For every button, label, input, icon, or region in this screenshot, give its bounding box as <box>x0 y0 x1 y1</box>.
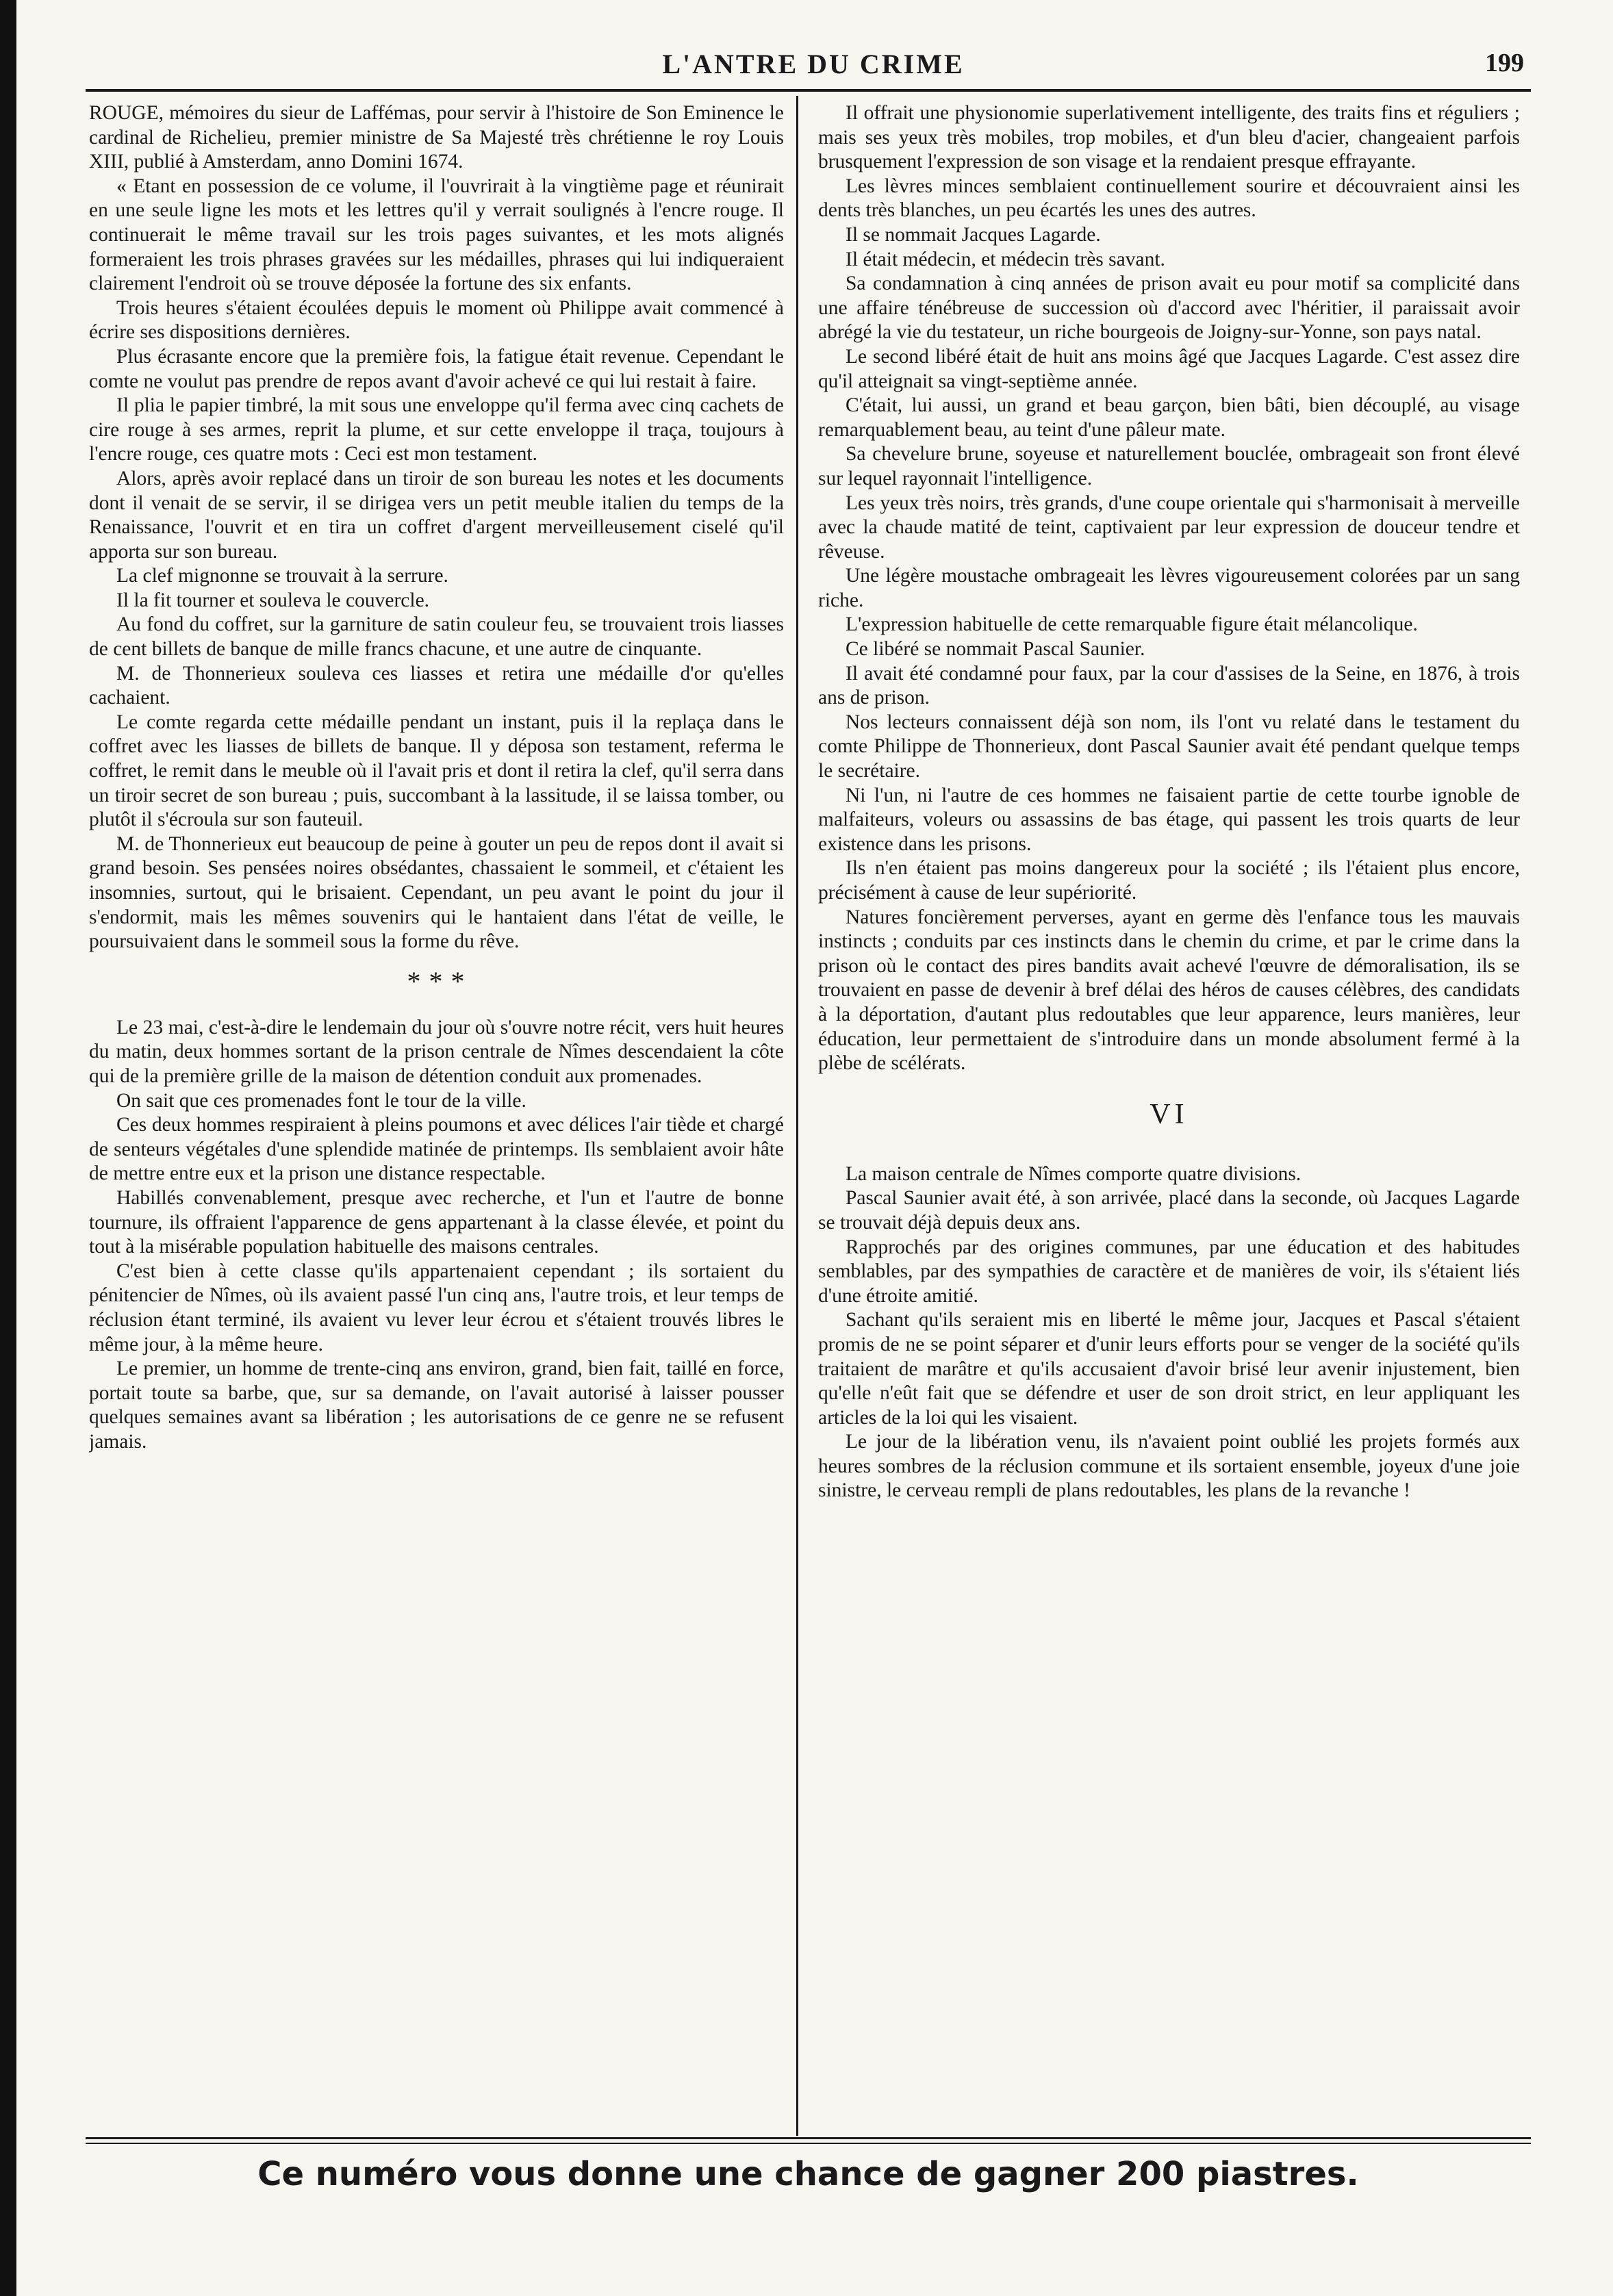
paragraph: La clef mignonne se trouvait à la serrure. <box>116 565 448 587</box>
paragraph: Il offrait une physionomie superlativement intelligente, des traits fins et réguliers ; mais ses yeux très mobiles, trop mobiles, et d'un bleu d'acier, changeaient parfois brusquement l'expression de son visage et la rendaient presque effrayante. <box>818 102 1520 173</box>
paragraph: Natures foncièrement perverses, ayant en germe dès l'enfance tous les mauvais instincts ; conduits par ces instincts dans le chemin du crime, et par le crime dans la prison où le contact des pires bandits avait achevé l'œuvre de démoralisation, ils se trouvaient en passe de devenir à bref délai des héros de causes célèbres, des candidats à la déportation, d'autant plus redoutables que leur apparence, leurs manières, leur éducation, leur permettaient de s'introduire dans un monde absolument fermé à la plèbe de scélérats. <box>818 906 1520 1075</box>
paragraph: Sa chevelure brune, soyeuse et naturellement bouclée, ombrageait son front élevé sur lequel rayonnait l'intelligence. <box>818 443 1520 489</box>
paragraph: ROUGE, mémoires du sieur de Laffémas, pour servir à l'histoire de Son Eminence le cardinal de Richelieu, premier ministre de Sa Majesté très chrétienne le roy Louis XIII, publié à Amsterdam, anno Domini 1674. <box>89 102 784 173</box>
running-title: L'ANTRE DU CRIME <box>662 49 965 79</box>
footer-rule-thin <box>86 2143 1531 2144</box>
paragraph: Sachant qu'ils seraient mis en liberté le même jour, Jacques et Pascal s'étaient promis de ne se point séparer et d'unir leurs efforts pour se venger de la société qu'ils traitaient de marâtre et qu'ils accusaient d'avoir brisé leur avenir injustement, bien qu'elle n'eût fait que se défendre et user de son droit strict, en leur appliquant les articles de la loi qui les visaient. <box>818 1309 1520 1429</box>
running-header <box>103 42 1524 84</box>
paragraph: Au fond du coffret, sur la garniture de satin couleur feu, se trouvaient trois liasses de cent billets de banque de mille francs chacune, et une autre de cinquante. <box>89 613 784 661</box>
paragraph: La maison centrale de Nîmes comporte quatre divisions. <box>846 1162 1301 1185</box>
right-column-text-part1 <box>818 101 1520 1076</box>
paragraph: Le premier, un homme de trente-cinq ans environ, grand, bien fait, taillé en force, portait toute sa barbe, que, sur sa demande, on l'avait autorisé à laisser pousser quelques semaines avant sa libération ; les autorisations de ce genre ne se refusent jamais. <box>89 1357 784 1453</box>
paragraph: Trois heures s'étaient écoulées depuis le moment où Philippe avait commencé à écrire ses dispositions dernières. <box>89 296 784 344</box>
paragraph: Il la fit tourner et souleva le couvercle. <box>116 589 430 611</box>
page-number: 199 <box>1485 49 1524 77</box>
paragraph: Une légère moustache ombrageait les lèvres vigoureusement colorées par un sang riche. <box>818 565 1520 611</box>
paragraph: Ces deux hommes respiraient à pleins poumons et avec délices l'air tiède et chargé de senteurs végétales d'une splendide matinée de printemps. Ils semblaient avoir hâte de mettre entre eux et la prison une distance respectable. <box>89 1114 784 1185</box>
paragraph: Les lèvres minces semblaient continuellement sourire et découvraient ainsi les dents très blanches, un peu écartés les unes des autres. <box>818 175 1520 222</box>
paragraph: Il avait été condamné pour faux, par la cour d'assises de la Seine, en 1876, à trois ans de prison. <box>818 662 1520 709</box>
paragraph: Habillés convenablement, presque avec recherche, et l'un et l'autre de bonne tournure, ils offraient l'apparence de gens appartenant à la classe élevée, et point du tout à la misérable population habituelle des maisons centrales. <box>89 1186 784 1258</box>
paragraph: Les yeux très noirs, très grands, d'une coupe orientale qui s'harmonisait à merveille avec la chaude matité de teint, captivaient par leur expression de douceur tendre et rêveuse. <box>818 492 1520 563</box>
paragraph: « Etant en possession de ce volume, il l'ouvrirait à la vingtième page et réunirait en une seule ligne les mots et les lettres qu'il y verrait soulignés à l'encre rouge. Il continuerait le même travail sur les trois pages suivantes, et les mots alignés formeraient les trois phrases gravées sur les médailles, phrases qui lui indiqueraient clairement l'endroit où se trouve déposée la fortune des six enfants. <box>89 175 784 295</box>
paragraph: Le 23 mai, c'est-à-dire le lendemain du jour où s'ouvre notre récit, vers huit heures du matin, deux hommes sortant de la prison centrale de Nîmes descendaient la côte qui de la première grille de la maison de détention conduit aux promenades. <box>89 1016 784 1087</box>
right-column-text-part2 <box>818 1162 1520 1503</box>
column-divider <box>796 96 798 2136</box>
paragraph: Pascal Saunier avait été, à son arrivée, placé dans la seconde, où Jacques Lagarde se trouvait déjà depuis deux ans. <box>818 1187 1520 1234</box>
paragraph: Ni l'un, ni l'autre de ces hommes ne faisaient partie de cette tourbe ignoble de malfaiteurs, voleurs ou assassins de bas étage, qui passent les trois quarts de leur existence dans les prisons. <box>818 784 1520 855</box>
paragraph: Nos lecteurs connaissent déjà son nom, ils l'ont vu relaté dans le testament du comte Philippe de Thonnerieux, dont Pascal Saunier avait été pendant quelque temps le secrétaire. <box>818 711 1520 782</box>
paragraph: C'est bien à cette classe qu'ils appartenaient cependant ; ils sortaient du pénitencier de Nîmes, où ils avaient passé l'un cinq ans, l'autre trois, et leur temps de réclusion étant terminé, ils avaient vu lever leur écrou et s'étaient trouvés libres le même jour, à la même heure. <box>89 1260 784 1355</box>
paragraph: C'était, lui aussi, un grand et beau garçon, bien bâti, bien découplé, au visage remarquablement beau, au teint d'une pâleur mate. <box>818 394 1520 441</box>
left-column-text-part2 <box>89 1016 784 1455</box>
left-column-text-part1 <box>89 101 784 954</box>
section-separator: * * * <box>407 965 466 997</box>
header-rule <box>86 89 1531 92</box>
paragraph: Il était médecin, et médecin très savant. <box>846 248 1165 270</box>
paragraph: L'expression habituelle de cette remarquable figure était mélancolique. <box>846 613 1418 636</box>
page-binding-edge <box>0 0 16 2296</box>
paragraph: Ce libéré se nommait Pascal Saunier. <box>846 638 1145 661</box>
footer-rule <box>86 2137 1531 2139</box>
paragraph: Il plia le papier timbré, la mit sous une enveloppe qu'il ferma avec cinq cachets de cire rouge à ses armes, reprit la plume, et sur cette enveloppe il traça, toujours à l'encre rouge, ces quatre mots : Ceci est mon testament. <box>89 394 784 465</box>
paragraph: Il se nommait Jacques Lagarde. <box>846 223 1101 246</box>
paragraph: M. de Thonnerieux souleva ces liasses et retira une médaille d'or qu'elles cachaient. <box>89 662 784 709</box>
paragraph: M. de Thonnerieux eut beaucoup de peine à gouter un peu de repos dont il avait si grand besoin. Ses pensées noires obsédantes, chassaient le sommeil, et c'étaient les insomnies, surtout, qui le brisaient. Cependant, un peu avant le point du jour il s'endormit, mais les mêmes souvenirs qui le hantaient dans l'état de veille, le poursuivaient dans le sommeil sous la forme du rêve. <box>89 832 784 953</box>
paragraph: Ils n'en étaient pas moins dangereux pour la société ; ils l'étaient plus encore, précisément à cause de leur supériorité. <box>818 857 1520 904</box>
paragraph: Le jour de la libération venu, ils n'avaient point oublié les projets formés aux heures sombres de la réclusion commune et ils sortaient ensemble, joyeux d'une joie sinistre, le cerveau rempli de plans redoutables, les plans de la revanche ! <box>818 1431 1520 1502</box>
paragraph: On sait que ces promenades font le tour de la ville. <box>116 1089 526 1112</box>
paragraph: Plus écrasante encore que la première fois, la fatigue était revenue. Cependant le comte ne voulut pas prendre de repos avant d'avoir achevé ce qui lui restait à faire. <box>89 345 784 392</box>
paragraph: Rapprochés par des origines communes, par une éducation et des habitudes semblables, par des sympathies de caractère et de manières de voir, ils s'étaient liés d'une étroite amitié. <box>818 1236 1520 1307</box>
paragraph: Alors, après avoir replacé dans un tiroir de son bureau les notes et les documents dont il venait de se servir, il se dirigea vers un petit meuble italien du temps de la Renaissance, l'ouvrit et en tira un coffret d'argent merveilleusement ciselé qu'il apporta sur son bureau. <box>89 467 784 563</box>
right-column <box>818 101 1520 2131</box>
paragraph: Sa condamnation à cinq années de prison avait eu pour motif sa complicité dans une affaire ténébreuse de succession où d'accord avec l'héritier, il paraissait avoir abrégé la vie du testateur, un riche bourgeois de Joigny-sur-Yonne, son pays natal. <box>818 272 1520 344</box>
chapter-heading: VI <box>1150 1098 1189 1130</box>
paragraph: Le comte regarda cette médaille pendant un instant, puis il la replaça dans le coffret avec les liasses de billets de banque. Il y déposa son testament, referma le coffret, le remit dans le meuble où il l'avait pris et dont il retira la clef, qu'il serra dans un tiroir secret de son bureau ; puis, succombant à la lassitude, il se laissa tomber, ou plutôt il s'écroula sur son fauteuil. <box>89 711 784 831</box>
left-column <box>89 101 784 2131</box>
footer-notice: Ce numéro vous donne une chance de gagner 200 piastres. <box>257 2155 1359 2193</box>
paragraph: Le second libéré était de huit ans moins âgé que Jacques Lagarde. C'est assez dire qu'il atteignait sa vingt-septième année. <box>818 345 1520 392</box>
